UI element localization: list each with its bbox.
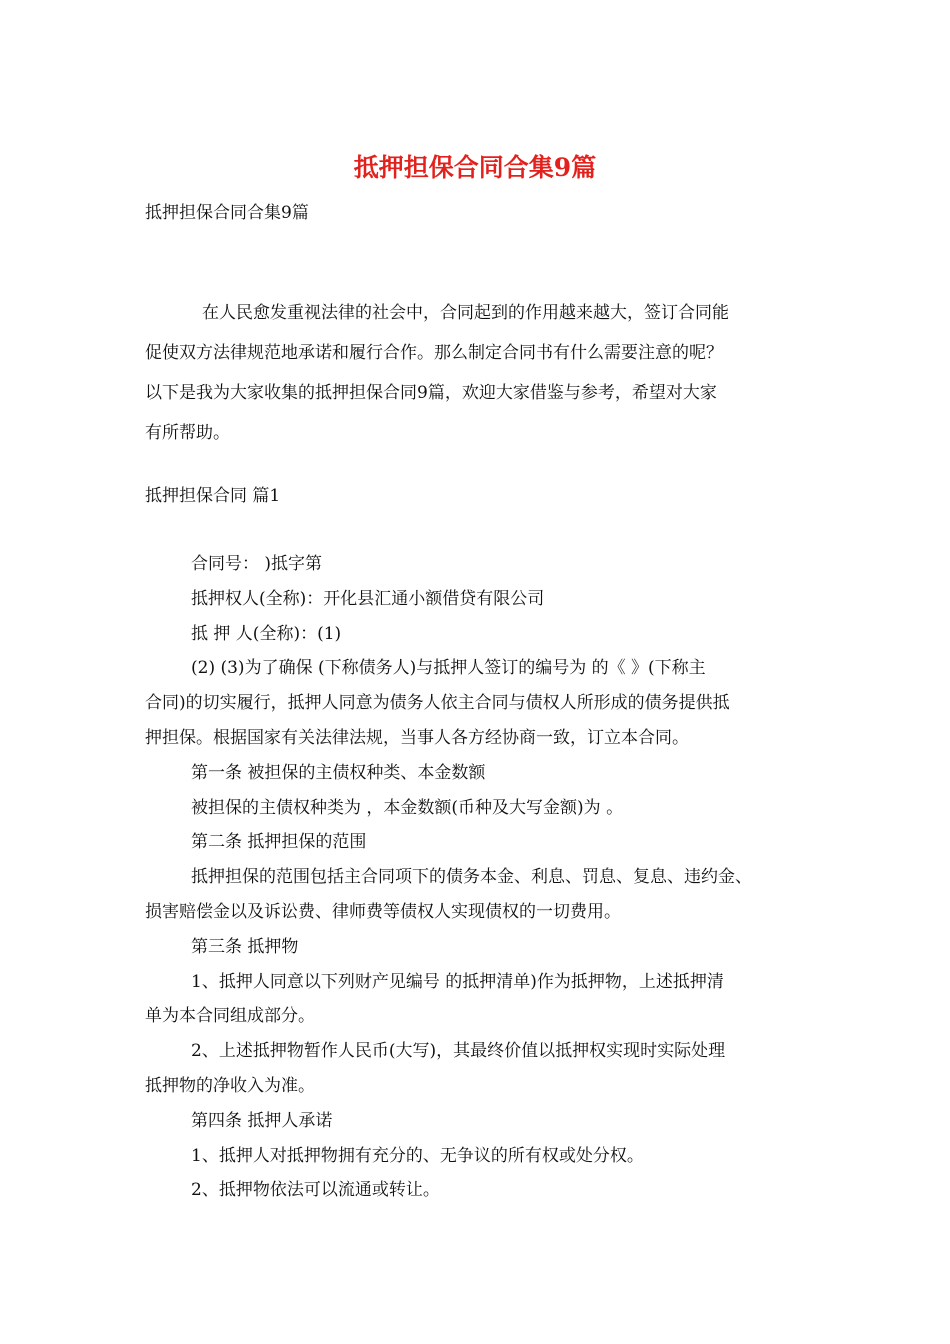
section-heading: 抵押担保合同 篇1	[145, 486, 281, 506]
intro-line: 在人民愈发重视法律的社会中，合同起到的作用越来越大，签订合同能	[202, 303, 729, 323]
body-line: 押担保。根据国家有关法律法规，当事人各方经协商一致，订立本合同。	[145, 727, 689, 748]
intro-paragraph	[145, 300, 805, 460]
document-subtitle: 抵押担保合同合集9篇	[145, 203, 309, 223]
article-heading: 第三条 抵押物	[191, 936, 299, 957]
article-heading: 第四条 抵押人承诺	[191, 1110, 333, 1131]
body-line: 抵押担保的范围包括主合同项下的债务本金、利息、罚息、复息、违约金、	[191, 867, 752, 888]
intro-line: 有所帮助。	[145, 423, 230, 443]
mortgagor-line: 抵 押 人(全称)：(1)	[191, 623, 342, 644]
article-heading: 第二条 抵押担保的范围	[191, 832, 367, 853]
body-line: (2) (3)为了确保 (下称债务人)与抵押人签订的编号为 的《 》(下称主	[191, 658, 706, 679]
contract-body	[145, 550, 835, 1211]
article-heading: 第一条 被担保的主债权种类、本金数额	[191, 762, 486, 783]
body-line: 2、上述抵押物暂作人民币(大写)，其最终价值以抵押权实现时实际处理	[191, 1041, 726, 1062]
body-line: 合同)的切实履行，抵押人同意为债务人依主合同与债权人所形成的债务提供抵	[145, 693, 730, 714]
body-line: 2、抵押物依法可以流通或转让。	[191, 1180, 440, 1201]
body-line: 被担保的主债权种类为 ，本金数额(币种及大写金额)为 。	[191, 797, 624, 818]
intro-line: 以下是我为大家收集的抵押担保合同9篇，欢迎大家借鉴与参考，希望对大家	[145, 383, 717, 403]
contract-number-line: 合同号： )抵字第	[191, 554, 323, 574]
document-title: 抵押担保合同合集9篇	[353, 153, 597, 182]
body-line: 抵押物的净收入为准。	[145, 1075, 315, 1096]
body-line: 损害赔偿金以及诉讼费、律师费等债权人实现债权的一切费用。	[145, 901, 621, 922]
body-line: 1、抵押人同意以下列财产见编号 的抵押清单)作为抵押物，上述抵押清	[191, 971, 724, 992]
body-line: 1、抵押人对抵押物拥有充分的、无争议的所有权或处分权。	[191, 1145, 644, 1166]
body-line: 单为本合同组成部分。	[145, 1006, 315, 1027]
mortgagee-line: 抵押权人(全称)：开化县汇通小额借贷有限公司	[191, 588, 545, 609]
intro-line: 促使双方法律规范地承诺和履行合作。那么制定合同书有什么需要注意的呢？	[145, 343, 723, 363]
